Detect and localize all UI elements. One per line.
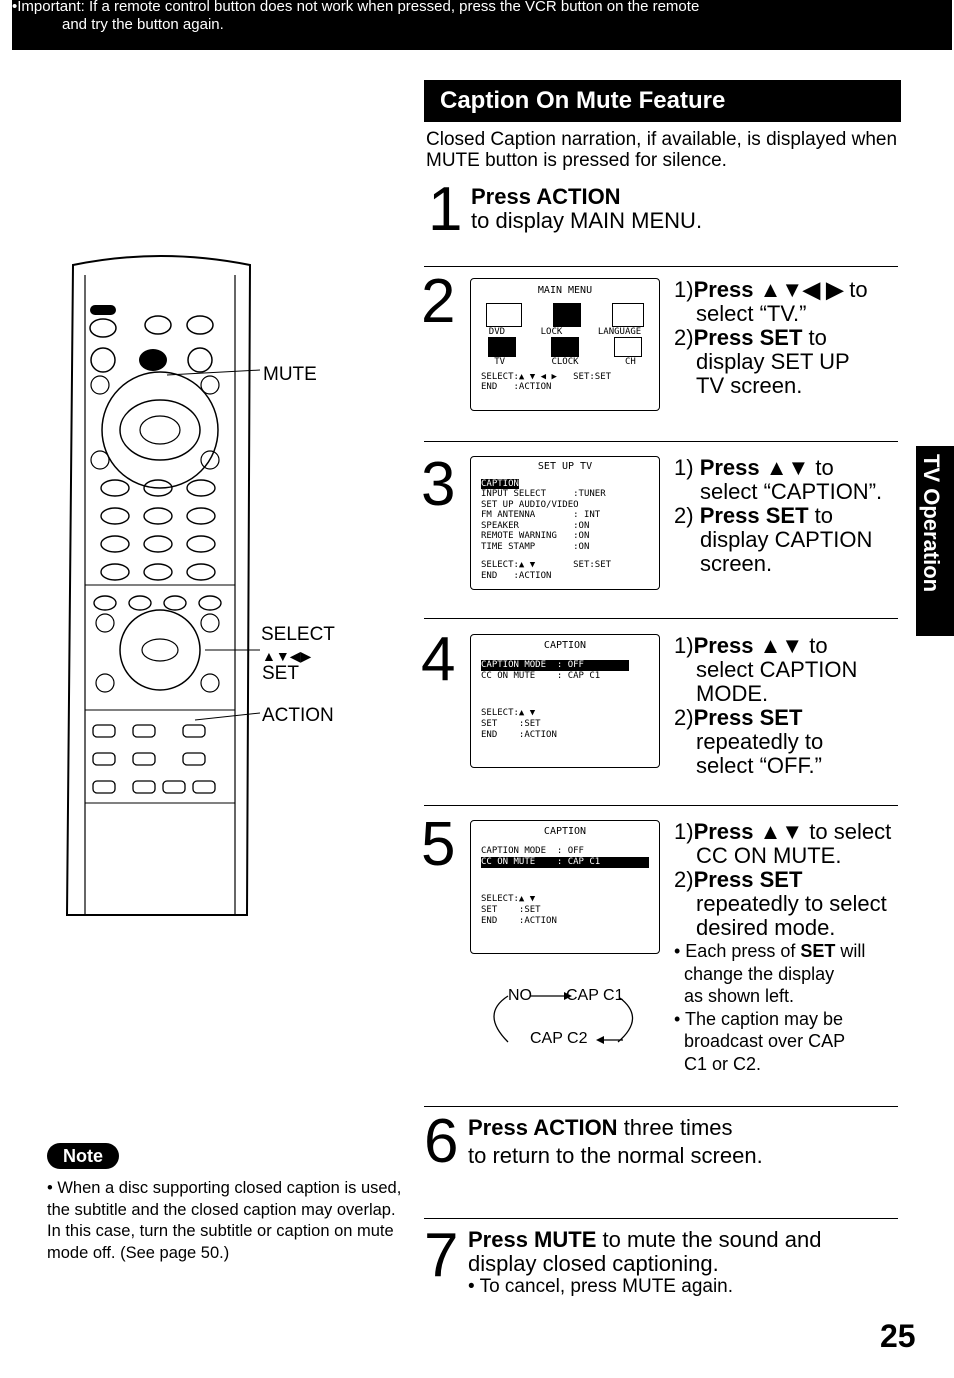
- step1-text: to display MAIN MENU.: [471, 208, 703, 233]
- intro-text: Closed Caption narration, if available, is displayed when MUTE button is pressed for silence.: [426, 129, 898, 171]
- main-menu-screen: MAIN MENU DVD LOCK LANGUAGE TV CLOCK CH SELECT:▲ ▼ ◀ ▶ SET:SET END :ACTION: [470, 278, 660, 411]
- ch-icon: [614, 337, 642, 357]
- page-number: 25: [880, 1318, 916, 1354]
- note-badge: Note: [47, 1143, 119, 1169]
- side-tab: TV Operation: [916, 446, 954, 636]
- screen-select: SELECT:▲ ▼ ◀ ▶ SET:SET: [481, 371, 612, 382]
- cycle-no: NO: [508, 987, 532, 1004]
- divider: [424, 1218, 898, 1219]
- screen-title: CAPTION: [543, 640, 587, 651]
- section-title: Caption On Mute Feature: [424, 80, 901, 122]
- cycle-cap-c1: CAP C1: [566, 987, 624, 1004]
- setup-tv-screen: SET UP TV CAPTION INPUT SELECT :TUNER SET UP AUDIO/VIDEO FM ANTENNA : INT SPEAKER :ON REMOTE WARNING :ON TIME STAMP :ON SELECT:▲ ▼ SET:SET END :ACTION: [470, 456, 660, 590]
- step1-number: 1: [428, 175, 463, 244]
- screen-title: MAIN MENU: [537, 285, 593, 296]
- important-line2: and try the button again.: [62, 16, 224, 33]
- step2-instructions: 1)Press ▲▼◀ ▶ to select “TV.” 2)Press SET to display SET UP TV screen.: [674, 277, 868, 398]
- step7-number: 7: [424, 1221, 459, 1290]
- screen-title: CAPTION: [543, 826, 587, 837]
- step5-instructions: 1)Press ▲▼ to select CC ON MUTE. 2)Press SET repeatedly to select desired mode.: [674, 819, 892, 940]
- divider: [424, 441, 898, 442]
- step3-number: 3: [421, 450, 456, 519]
- remote-label-arrows: ▲▼◀▶: [262, 648, 312, 664]
- step6-line1: Press ACTION three times: [468, 1115, 733, 1140]
- dvd-icon: [486, 303, 522, 327]
- step7-line2: display closed captioning.: [468, 1251, 719, 1276]
- step1-bold: Press ACTION: [471, 184, 621, 209]
- step5-number: 5: [421, 810, 456, 879]
- step7-line3: • To cancel, press MUTE again.: [468, 1276, 734, 1297]
- screen-end: END :ACTION: [481, 382, 552, 392]
- clock-icon: [551, 337, 579, 357]
- caption-screen: CAPTION CAPTION MODE : OFF CC ON MUTE : CAP C1 SELECT:▲ ▼ SET :SET END :ACTION: [470, 634, 660, 768]
- remote-label-mute: MUTE: [263, 364, 317, 385]
- tv-icon: [488, 337, 516, 357]
- cycle-cap-c2: CAP C2: [530, 1030, 588, 1047]
- remote-label-action: ACTION: [262, 705, 334, 726]
- step6-line2: to return to the normal screen.: [468, 1143, 763, 1168]
- language-icon: [612, 303, 644, 327]
- step4-instructions: 1)Press ▲▼ to select CAPTION MODE. 2)Press SET repeatedly to select “OFF.”: [674, 633, 858, 778]
- divider: [424, 266, 898, 267]
- caption-screen-2: CAPTION CAPTION MODE : OFF CC ON MUTE : CAP C1 SELECT:▲ ▼ SET :SET END :ACTION: [470, 820, 660, 954]
- remote-label-select: SELECT: [261, 624, 335, 645]
- divider: [424, 805, 898, 806]
- step7-line1: Press MUTE to mute the sound and: [468, 1227, 822, 1252]
- divider: [424, 618, 898, 619]
- remote-control-illustration: [55, 255, 265, 920]
- step2-number: 2: [421, 267, 456, 336]
- important-line1: •Important: If a remote control button does not work when pressed, press the VCR button on the remote: [12, 0, 700, 15]
- step4-number: 4: [421, 625, 456, 694]
- lock-icon: [553, 303, 581, 327]
- remote-label-set: SET: [262, 663, 299, 684]
- important-banner: [12, 0, 952, 50]
- divider: [424, 1106, 898, 1107]
- screen-title: SET UP TV: [537, 461, 593, 472]
- step3-instructions: 1) Press ▲▼ to select “CAPTION”. 2) Press SET to display CAPTION screen.: [674, 455, 883, 576]
- step6-number: 6: [424, 1107, 459, 1176]
- note-text: • When a disc supporting closed caption is used, the subtitle and the closed caption may overlap. In this case, turn the subtitle or caption on mute mode off. (See page 50.): [47, 1179, 402, 1262]
- step5-bullets: • Each press of SET will change the display as shown left. • The caption may be broadcast over CAP C1 or C2.: [674, 941, 866, 1074]
